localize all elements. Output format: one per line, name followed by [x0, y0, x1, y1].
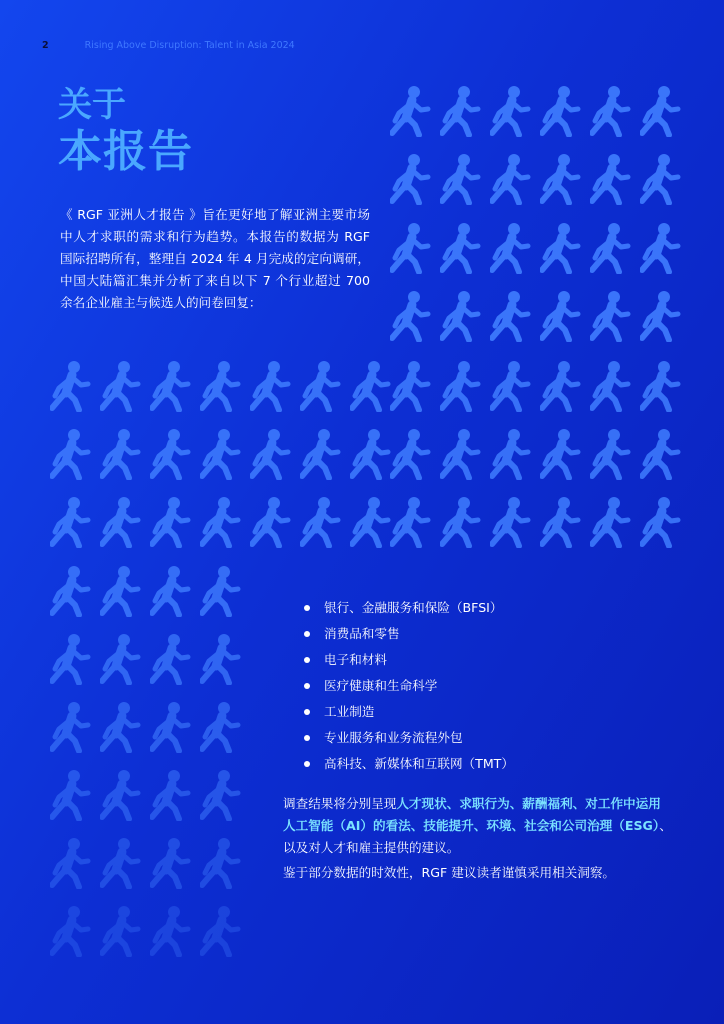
- industry-item: [304, 725, 514, 751]
- industry-label: 消费品和零售: [324, 626, 400, 641]
- walking-person-icon: [390, 85, 432, 137]
- walking-person-icon: [390, 360, 432, 412]
- walking-person-icon: [200, 496, 242, 548]
- walking-person-icon: [200, 905, 242, 957]
- walking-person-icon: [490, 360, 532, 412]
- walking-person-icon: [250, 428, 292, 480]
- walking-person-icon: [250, 496, 292, 548]
- walking-person-icon: [100, 769, 142, 821]
- industry-item: [304, 699, 514, 725]
- walking-person-icon: [640, 222, 682, 274]
- walking-person-icon: [300, 360, 342, 412]
- industry-label: 医疗健康和生命科学: [324, 678, 438, 693]
- walking-person-icon: [590, 153, 632, 205]
- walking-person-icon: [100, 633, 142, 685]
- walking-person-icon: [490, 153, 532, 205]
- walking-person-icon: [590, 222, 632, 274]
- walking-person-icon: [150, 565, 192, 617]
- walking-person-icon: [490, 222, 532, 274]
- walking-person-icon: [100, 428, 142, 480]
- walking-person-icon: [200, 428, 242, 480]
- page-title: [58, 85, 193, 177]
- walking-person-icon: [200, 360, 242, 412]
- industry-label: 电子和材料: [324, 652, 387, 667]
- walking-person-icon: [540, 496, 582, 548]
- walking-person-icon: [590, 428, 632, 480]
- walking-person-icon: [490, 85, 532, 137]
- walking-person-icon: [440, 496, 482, 548]
- walking-person-icon: [640, 153, 682, 205]
- walking-person-icon: [640, 360, 682, 412]
- walking-person-icon: [390, 153, 432, 205]
- walking-person-icon: [50, 701, 92, 753]
- bullet-icon: [304, 735, 310, 741]
- industry-label: 工业制造: [324, 704, 375, 719]
- walking-person-icon: [640, 496, 682, 548]
- bullet-icon: [304, 683, 310, 689]
- walking-person-icon: [440, 153, 482, 205]
- walking-person-icon: [100, 837, 142, 889]
- industry-item: [304, 673, 514, 699]
- walking-person-icon: [590, 290, 632, 342]
- walking-person-icon: [540, 360, 582, 412]
- page-number: 2: [42, 40, 49, 51]
- industry-item: [304, 595, 514, 621]
- walking-person-icon: [50, 360, 92, 412]
- running-title: Rising Above Disruption: Talent in Asia 2024: [84, 40, 295, 51]
- walking-person-icon: [390, 222, 432, 274]
- walking-person-icon: [50, 633, 92, 685]
- walking-person-icon: [540, 222, 582, 274]
- walking-person-icon: [490, 290, 532, 342]
- walking-person-icon: [440, 85, 482, 137]
- walking-person-icon: [50, 565, 92, 617]
- industry-list: [304, 595, 514, 777]
- walking-person-icon: [200, 565, 242, 617]
- walking-person-icon: [100, 496, 142, 548]
- walking-person-icon: [440, 428, 482, 480]
- walking-person-icon: [390, 496, 432, 548]
- walking-person-icon: [100, 360, 142, 412]
- walking-person-icon: [440, 360, 482, 412]
- walking-person-icon: [300, 496, 342, 548]
- walking-person-icon: [490, 428, 532, 480]
- walking-person-icon: [50, 496, 92, 548]
- walking-person-icon: [490, 496, 532, 548]
- industry-label: 高科技、新媒体和互联网（TMT）: [324, 756, 514, 771]
- summary-text-1: 调查结果将分别呈现: [283, 796, 397, 811]
- walking-person-icon: [300, 428, 342, 480]
- walking-person-icon: [640, 290, 682, 342]
- walking-person-icon: [350, 428, 392, 480]
- industry-item: [304, 647, 514, 673]
- walking-person-icon: [440, 290, 482, 342]
- walking-person-icon: [50, 905, 92, 957]
- title-line-2: 本报告: [58, 126, 193, 177]
- walking-person-icon: [440, 222, 482, 274]
- walking-person-icon: [200, 837, 242, 889]
- industry-item: [304, 751, 514, 777]
- summary-highlight: 人才现状、求职行为、薪酬福利、对工作中运用人工智能（AI）的看法、技能提升、环境、社会和公司治理（ESG）: [283, 796, 661, 833]
- walking-person-icon: [540, 428, 582, 480]
- industry-label: 专业服务和业务流程外包: [324, 730, 463, 745]
- walking-person-icon: [150, 701, 192, 753]
- walking-person-icon: [150, 360, 192, 412]
- walking-person-icon: [200, 633, 242, 685]
- bullet-icon: [304, 605, 310, 611]
- walking-person-icon: [540, 290, 582, 342]
- walking-person-icon: [640, 85, 682, 137]
- walking-person-icon: [100, 565, 142, 617]
- walking-person-icon: [150, 496, 192, 548]
- industry-item: [304, 621, 514, 647]
- walking-person-icon: [390, 290, 432, 342]
- walking-person-icon: [590, 360, 632, 412]
- walking-person-icon: [150, 633, 192, 685]
- walking-person-icon: [150, 769, 192, 821]
- walking-person-icon: [50, 769, 92, 821]
- walking-person-icon: [100, 701, 142, 753]
- walking-person-icon: [200, 769, 242, 821]
- summary-text-2: 、以及对人才和雇主提供的建议。: [283, 818, 672, 855]
- summary-paragraph: [283, 793, 673, 859]
- walking-person-icon: [590, 85, 632, 137]
- walking-person-icon: [350, 496, 392, 548]
- walking-person-icon: [150, 837, 192, 889]
- walking-person-icon: [540, 153, 582, 205]
- walking-person-icon: [540, 85, 582, 137]
- walking-person-icon: [390, 428, 432, 480]
- industry-label: 银行、金融服务和保险（BFSI）: [324, 600, 503, 615]
- walking-person-icon: [640, 428, 682, 480]
- walking-person-icon: [200, 701, 242, 753]
- title-line-1: 关于: [58, 85, 126, 125]
- walking-person-icon: [50, 837, 92, 889]
- walking-person-icon: [250, 360, 292, 412]
- bullet-icon: [304, 631, 310, 637]
- page-header: [42, 40, 295, 51]
- bullet-icon: [304, 761, 310, 767]
- intro-paragraph: 《 RGF 亚洲人才报告 》旨在更好地了解亚洲主要市场中人才求职的需求和行为趋势。本报告的数据为 RGF 国际招聘所有，整理自 2024 年 4 月完成的定向调研，中国大陆篇汇集并分析了来自以下 7 个行业超过 700 余名企业雇主与候选人的问卷回复：: [60, 207, 370, 310]
- note-paragraph: 鉴于部分数据的时效性，RGF 建议读者谨慎采用相关洞察。: [283, 865, 616, 880]
- bullet-icon: [304, 657, 310, 663]
- walking-person-icon: [350, 360, 392, 412]
- walking-person-icon: [150, 905, 192, 957]
- walking-person-icon: [100, 905, 142, 957]
- bullet-icon: [304, 709, 310, 715]
- walking-person-icon: [150, 428, 192, 480]
- walking-person-icon: [590, 496, 632, 548]
- walking-person-icon: [50, 428, 92, 480]
